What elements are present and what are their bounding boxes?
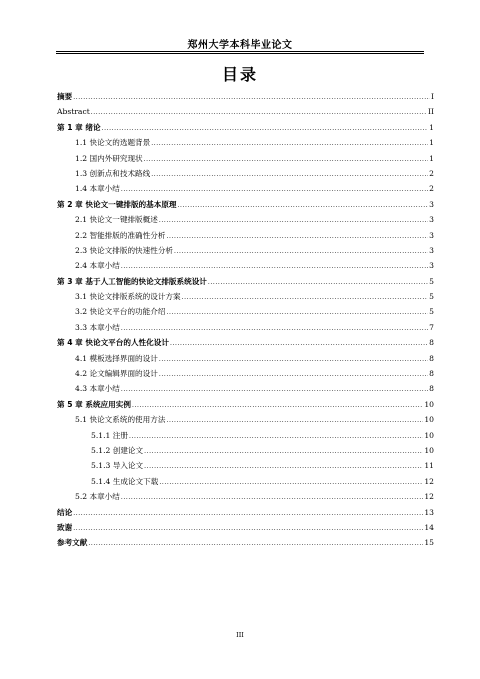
toc-dot-leader — [73, 506, 423, 521]
toc-entry[interactable] — [57, 335, 434, 350]
toc-entry-page: 10 — [424, 445, 434, 455]
toc-dot-leader — [174, 244, 428, 259]
toc-entry-label: Abstract — [57, 107, 90, 117]
toc-entry-page: 3 — [429, 230, 434, 240]
toc-entry-page: 8 — [429, 353, 434, 363]
toc-entry-label: 1.4 本章小结 — [75, 184, 120, 194]
toc-entry-label: 4.3 本章小结 — [75, 384, 120, 394]
header-double-rule — [56, 51, 424, 54]
toc-entry[interactable] — [57, 412, 434, 427]
toc-dot-leader — [132, 398, 423, 413]
toc-entry[interactable] — [57, 366, 434, 381]
toc-entry-label: 4.1 模板选择界面的设计 — [75, 353, 158, 363]
toc-entry[interactable] — [57, 228, 434, 243]
toc-entry[interactable] — [57, 505, 434, 520]
toc-dot-leader — [121, 321, 428, 336]
toc-entry[interactable] — [57, 166, 434, 181]
toc-dot-leader — [121, 182, 428, 197]
toc-entry-page: 5 — [429, 276, 434, 286]
toc-dot-leader — [178, 198, 429, 213]
toc-dot-leader — [170, 336, 428, 351]
toc-entry-label: 4.2 论文编辑界面的设计 — [75, 369, 158, 379]
toc-entry-page: 2 — [429, 168, 434, 178]
toc-dot-leader — [182, 290, 429, 305]
toc-entry-label: 3.1 快论文排版系统的设计方案 — [75, 292, 181, 302]
toc-entry-page: 12 — [424, 476, 434, 486]
toc-entry-page: 11 — [424, 461, 434, 471]
toc-dot-leader — [91, 105, 427, 120]
toc-entry-label: 第 3 章 基于人工智能的快论文排版系统设计 — [57, 276, 207, 286]
toc-entry[interactable] — [57, 289, 434, 304]
toc-dot-leader — [166, 229, 428, 244]
toc-entry-page: 10 — [424, 399, 434, 409]
toc-entry-page: 8 — [429, 384, 434, 394]
toc-entry-page: 5 — [429, 292, 434, 302]
toc-entry-label: 5.2 本章小结 — [75, 492, 120, 502]
toc-entry[interactable] — [57, 212, 434, 227]
toc-entry[interactable] — [57, 89, 434, 104]
toc-dot-leader — [144, 152, 429, 167]
toc-dot-leader — [121, 490, 423, 505]
toc-entry-label: 第 2 章 快论文一键排版的基本原理 — [57, 199, 177, 209]
toc-entry-page: 8 — [429, 369, 434, 379]
toc-entry[interactable] — [57, 397, 434, 412]
toc-entry-page: I — [431, 92, 434, 101]
toc-entry[interactable] — [57, 197, 434, 212]
toc-dot-leader — [166, 413, 423, 428]
toc-dot-leader — [88, 536, 423, 551]
toc-entry[interactable] — [57, 120, 434, 135]
toc-dot-leader — [159, 475, 423, 490]
toc-entry[interactable] — [57, 304, 434, 319]
toc-entry-label: 5.1.1 注册 — [91, 430, 128, 440]
running-header: 郑州大学本科毕业论文 — [187, 40, 293, 51]
page-number: III — [236, 631, 244, 639]
toc-entry-page: 14 — [424, 522, 434, 532]
toc-entry[interactable] — [57, 104, 434, 119]
toc-entry-label: 摘要 — [57, 92, 73, 101]
toc-entry-page: 1 — [429, 138, 434, 148]
toc-entry[interactable] — [57, 243, 434, 258]
toc-entry[interactable] — [57, 274, 434, 289]
toc-entry[interactable] — [57, 520, 434, 535]
toc-entry-page: II — [428, 107, 434, 117]
toc-entry-label: 5.1 快论文系统的使用方法 — [75, 415, 166, 425]
toc-entry-label: 第 5 章 系统应用实例 — [57, 399, 131, 409]
toc-dot-leader — [166, 305, 428, 320]
toc-entry-label: 第 1 章 绪论 — [57, 122, 101, 132]
toc-entry-label: 1.2 国内外研究现状 — [75, 153, 143, 163]
toc-entry-label: 3.3 本章小结 — [75, 322, 120, 332]
toc-entry[interactable] — [57, 135, 434, 150]
toc-entry[interactable] — [57, 443, 434, 458]
toc-entry-label: 2.4 本章小结 — [75, 261, 120, 271]
toc-dot-leader — [102, 121, 429, 136]
toc-entry[interactable] — [57, 258, 434, 273]
toc-entry-label: 参考文献 — [57, 538, 88, 548]
toc-entry-page: 1 — [429, 122, 434, 132]
toc-entry-page: 3 — [429, 261, 434, 271]
toc-entry[interactable] — [57, 181, 434, 196]
toc-entry-label: 2.1 快论文一键排版概述 — [75, 215, 158, 225]
toc-entry-page: 12 — [424, 492, 434, 502]
toc-entry-label: 2.2 智能排版的准确性分析 — [75, 230, 166, 240]
toc-entry-label: 1.3 创新点和技术路线 — [75, 168, 151, 178]
toc-entry-label: 2.3 快论文排版的快速性分析 — [75, 245, 174, 255]
toc-dot-leader — [151, 167, 428, 182]
toc-dot-leader — [144, 459, 423, 474]
toc-dot-leader — [144, 444, 423, 459]
toc-entry-label: 第 4 章 快论文平台的人性化设计 — [57, 338, 169, 348]
toc-entry[interactable] — [57, 489, 434, 504]
toc-entry-label: 5.1.2 创建论文 — [91, 445, 144, 455]
toc-dot-leader — [159, 367, 428, 382]
toc-dot-leader — [121, 259, 428, 274]
toc-entry-page: 5 — [429, 307, 434, 317]
toc-entry[interactable] — [57, 351, 434, 366]
toc-title: 目录 — [221, 65, 258, 84]
toc-entry-label: 结论 — [57, 507, 73, 517]
toc-entry-page: 13 — [424, 507, 434, 517]
toc-dot-leader — [159, 352, 428, 367]
toc-dot-leader — [208, 275, 428, 290]
toc-entry[interactable] — [57, 535, 434, 550]
toc-entry-page: 1 — [429, 153, 434, 163]
toc-entry-label: 1.1 快论文的选题背景 — [75, 138, 151, 148]
toc-entry[interactable] — [57, 428, 434, 443]
toc-entry-label: 5.1.3 导入论文 — [91, 461, 144, 471]
toc-dot-leader — [73, 521, 423, 536]
toc-dot-leader — [151, 136, 428, 151]
toc-dot-leader — [121, 382, 428, 397]
toc-entry-label: 3.2 快论文平台的功能介绍 — [75, 307, 166, 317]
toc-entry-page: 2 — [429, 184, 434, 194]
toc-entry-page: 10 — [424, 415, 434, 425]
toc-entry-page: 15 — [424, 538, 434, 548]
toc-entry-page: 8 — [429, 338, 434, 348]
toc-entry-page: 10 — [424, 430, 434, 440]
toc-entry-page: 3 — [429, 199, 434, 209]
toc-entry-page: 7 — [429, 322, 434, 332]
toc-entry-page: 3 — [429, 215, 434, 225]
toc-entry[interactable] — [57, 320, 434, 335]
toc-dot-leader — [129, 429, 423, 444]
toc-entry[interactable] — [57, 381, 434, 396]
toc-entry-label: 致谢 — [57, 522, 73, 532]
table-of-contents — [57, 89, 434, 551]
toc-entry[interactable] — [57, 474, 434, 489]
toc-dot-leader — [73, 90, 430, 105]
toc-entry-label: 5.1.4 生成论文下载 — [91, 476, 159, 486]
toc-entry-page: 3 — [429, 245, 434, 255]
toc-dot-leader — [159, 213, 428, 228]
toc-entry[interactable] — [57, 458, 434, 473]
toc-entry[interactable] — [57, 151, 434, 166]
